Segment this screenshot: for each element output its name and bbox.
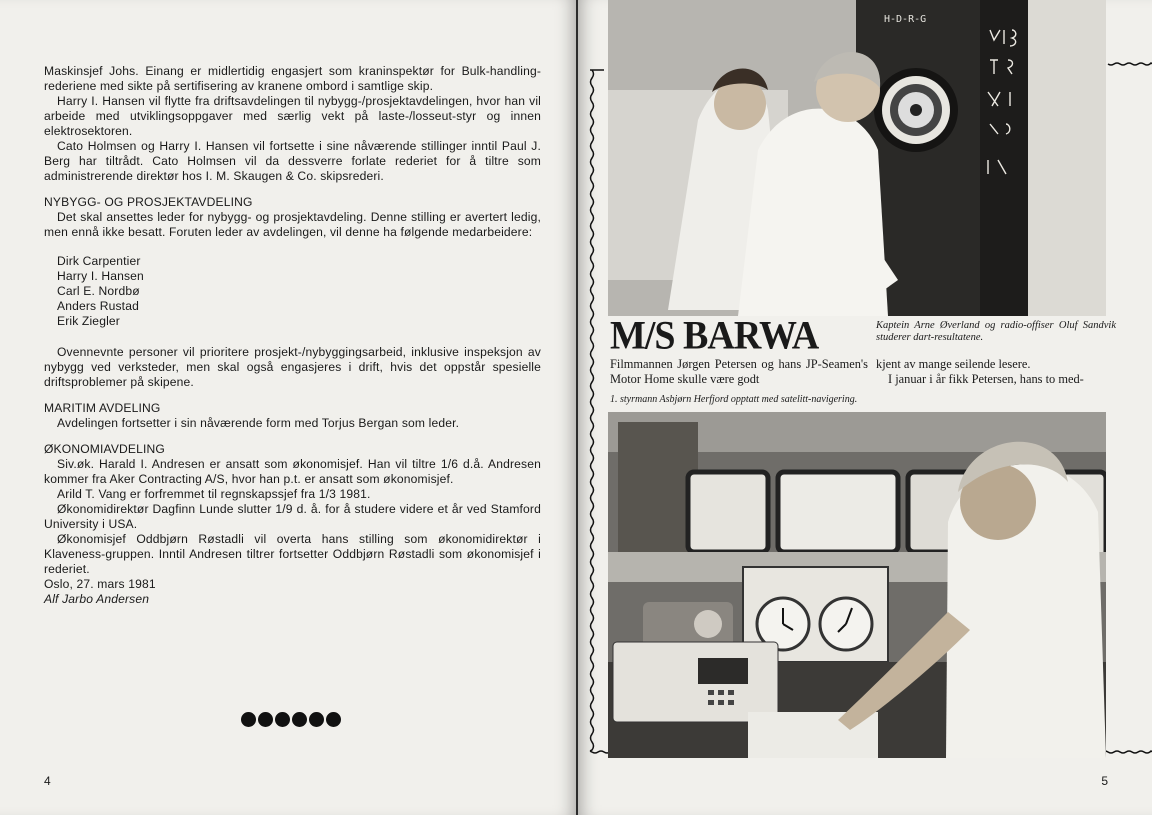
date-line: Oslo, 27. mars 1981 [44,577,156,591]
paragraph-priority: Ovennevnte personer vil prioritere prosjekt-/nybyggingsarbeid, inklusive inspeksjon av nybygg ved verksteder, men skal også engasjeres i drift, hvis det oppstår spesielle driftsproblemer på skipene. [44,345,541,389]
page-number-left: 4 [44,774,51,788]
dot-ornament [258,712,273,727]
staff-item: Harry I. Hansen [57,269,144,283]
paragraph-vang: Arild T. Vang er forfremmet til regnskapssjef fra 1/3 1981. [57,487,371,501]
article-line: kjent av mange seilende lesere. [876,357,1031,371]
right-page [578,0,1152,815]
photo-darts [608,0,1106,316]
dot-ornament [309,712,324,727]
caption-darts: Kaptein Arne Øverland og radio-offiser Oluf Sandvik studerer dart-resultatene. [876,320,1116,343]
paragraph-nybygg: Det skal ansettes leder for nybygg- og prosjektavdeling. Denne stilling er avertert ledig, men ennå ikke besatt. Foruten leder av avdelingen, vil denne ha følgende medarbeidere: [44,210,541,239]
staff-item: Carl E. Nordbø [57,284,140,298]
heading-maritim: MARITIM AVDELING [44,401,161,415]
article-title: M/S BARWA [610,313,819,359]
clock-icon [820,598,872,650]
paragraph-andresen: Siv.øk. Harald I. Andresen er ansatt som økonomisjef. Han vil tiltre 1/6 d.å. Andresen kommer fra Aker Contracting A/S, hvor han p.t. er ansatt som økonomisjef. [44,457,541,486]
staff-list [57,254,541,329]
staff-item: Dirk Carpentier [57,254,141,268]
dot-ornament [241,712,256,727]
paragraph-hansen: Harry I. Hansen vil flytte fra driftsavdelingen til nybygg-/prosjektavdelingen, hvor han vil arbeide med utviklingsoppgaver med særlig vekt på laste-/losseut-styr og innen elektrosektoren. [44,94,541,138]
dot-ornament [326,712,341,727]
paragraph-maritim: Avdelingen fortsetter i sin nåværende form med Torjus Bergan som leder. [57,416,460,430]
photo-bridge-navigation [608,412,1106,758]
dartboard-icon [874,68,958,152]
dot-ornament [292,712,307,727]
article-line: I januar i år fikk Petersen, hans to med- [888,371,1084,386]
scoreboard-header: H-D-R-G [884,14,927,25]
paragraph-holmsen: Cato Holmsen og Harry I. Hansen vil fortsette i sine nåværende stillinger inntil Paul J. Berg har tiltrådt. Cato Holmsen vil da dessverre forlate rederiet for å tiltre som administrerende direktør hos I. M. Skaugen & Co. skipsrederi. [44,139,541,183]
paragraph-lunde: Økonomidirektør Dagfinn Lunde slutter 1/9 d. å. for å studere videre et år ved Stamford University i USA. [44,502,541,531]
left-page-text [44,64,541,607]
section-end-dots [241,712,341,727]
caption-navigation: 1. styrmann Asbjørn Herfjord opptatt med satelitt-navigering. [610,394,858,405]
staff-item: Anders Rustad [57,299,139,313]
page-number-right: 5 [1101,774,1108,788]
heading-okonomi: ØKONOMIAVDELING [44,442,165,456]
signature: Alf Jarbo Andersen [44,592,150,606]
article-column-2 [876,357,1116,386]
article-column-1: Filmmannen Jørgen Petersen og hans JP-Seamen's Motor Home skulle være godt [610,357,868,386]
paragraph-einang: Maskinsjef Johs. Einang er midlertidig engasjert som kraninspektør for Bulk-handling-rederiene med sikte på sertifisering av kranene ombord i samtlige skip. [44,64,541,93]
dot-ornament [275,712,290,727]
heading-nybygg: NYBYGG- OG PROSJEKTAVDELING [44,195,253,209]
paragraph-rostadli: Økonomisjef Oddbjørn Røstadli vil overta hans stilling som økonomidirektør i Klaveness-gruppen. Inntil Andresen tiltrer fortsetter Oddbjørn Røstadli som økonomisjef i rederiet. [44,532,541,576]
staff-item: Erik Ziegler [57,314,120,328]
